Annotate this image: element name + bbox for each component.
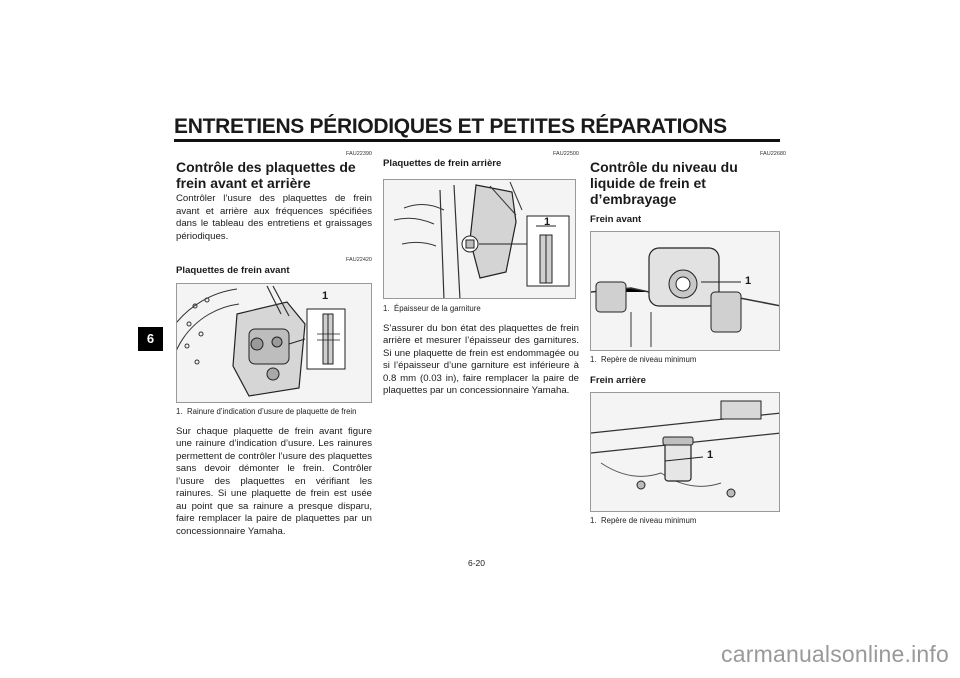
caption-number: 1. xyxy=(590,355,597,364)
subheading-rear-brake: Frein arrière xyxy=(590,374,646,386)
caption-number: 1. xyxy=(383,304,390,313)
section-heading: Contrôle du niveau du liquide de frein et d’embrayage xyxy=(590,159,738,207)
column-front-pads xyxy=(176,150,372,538)
body-paragraph: Sur chaque plaquette de frein avant figure une rainure d’indication d’usure. Les rainures permettent de contrôler l’usure des plaquettes sans devoir démonter le frein. Contrôler l’usure des plaquettes en vérifiant les rainures. Si une plaquette de frein est usée au point que sa rainure a presque disparu, faire remplacer la paire de plaquettes par un concessionnaire Yamaha. xyxy=(176,425,372,537)
reference-code: FAU22420 xyxy=(346,257,372,263)
watermark: carmanualsonline.info xyxy=(721,641,949,667)
subheading-front-brake: Frein avant xyxy=(590,214,642,225)
figure-callout-number: 1 xyxy=(707,448,714,461)
front-reservoir-illustration xyxy=(590,231,780,351)
caption-text: Épaisseur de la garniture xyxy=(394,304,481,313)
subheading-rear-pads: Plaquettes de frein arrière xyxy=(383,158,502,169)
rear-brake-pads-illustration xyxy=(383,179,576,299)
reference-code: FAU22390 xyxy=(346,151,372,157)
caption-number: 1. xyxy=(590,515,597,525)
intro-paragraph: Contrôler l’usure des plaquettes de frein avant et arrière aux fréquences spécifiées dans le tableau des entretiens et graissages périodiques. xyxy=(176,193,372,242)
figure-caption xyxy=(383,304,579,314)
reference-code: FAU22500 xyxy=(553,151,579,157)
rear-reservoir-illustration xyxy=(590,392,780,512)
column-fluid-level xyxy=(590,150,786,525)
front-brake-caliper-illustration xyxy=(176,283,372,403)
figure-callout-number: 1 xyxy=(544,216,551,228)
figure-caption xyxy=(590,516,786,526)
column-rear-pads xyxy=(383,150,579,398)
caption-text: Repère de niveau minimum xyxy=(601,355,697,364)
caption-text: Rainure d’indication d’usure de plaquette de frein xyxy=(187,407,357,416)
figure-callout-number: 1 xyxy=(745,275,752,287)
page-number: 6-20 xyxy=(468,558,486,568)
body-paragraph: S’assurer du bon état des plaquettes de frein arrière et mesurer l’épaisseur des garnitures. Si une plaquette de frein est endommagée ou si l’épaisseur d’une garniture est inférieure à 0.8 mm (0.03 in), faire remplacer la paire de plaquettes par un concessionnaire Yamaha. xyxy=(383,322,579,396)
caption-number: 1. xyxy=(176,407,183,416)
figure-caption xyxy=(176,407,372,417)
reference-code: FAU22680 xyxy=(760,151,786,157)
figure-callout-number: 1 xyxy=(322,290,329,302)
subheading-front-pads: Plaquettes de frein avant xyxy=(176,265,290,276)
title-rule xyxy=(174,139,780,142)
section-heading: Contrôle des plaquettes de frein avant et arrière xyxy=(176,159,356,191)
chapter-tab: 6 xyxy=(138,327,163,351)
page-title: ENTRETIENS PÉRIODIQUES ET PETITES RÉPARATIONS xyxy=(174,115,727,138)
caption-text: Repère de niveau minimum xyxy=(601,515,697,525)
figure-caption xyxy=(590,355,786,365)
